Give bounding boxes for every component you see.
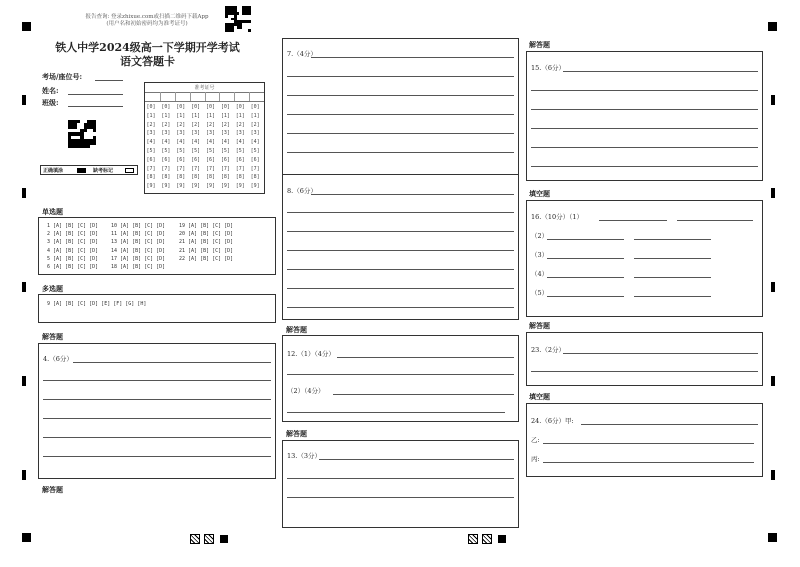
single-choice-item[interactable]: 3 [A] [B] [C] [D] — [47, 239, 99, 246]
q-divider — [283, 174, 518, 175]
page-marker — [498, 535, 506, 543]
corner-marker-tl — [22, 22, 31, 31]
exam-id-bubble[interactable]: [2] — [176, 121, 186, 128]
exam-id-bubble[interactable]: [0] — [206, 104, 216, 110]
timing-mark — [771, 470, 775, 480]
exam-id-col-divider — [249, 92, 250, 101]
timing-mark — [22, 188, 26, 198]
app-qr-code — [225, 6, 251, 32]
answer-section-title: 解答题 — [42, 486, 63, 494]
exam-id-bubble[interactable]: [1] — [220, 112, 230, 119]
correct-fill-sample — [77, 168, 86, 173]
exam-id-bubble[interactable]: [3] — [176, 130, 186, 137]
timing-mark — [771, 376, 775, 386]
q4-box — [38, 343, 276, 479]
exam-id-bubble[interactable]: [8] — [206, 174, 216, 181]
exam-id-bubble[interactable]: [8] — [191, 174, 201, 181]
q8-label: 8.（6分） — [287, 187, 317, 195]
fill-section-title: 填空题 — [529, 393, 550, 401]
exam-id-bubble[interactable]: [3] — [191, 130, 201, 137]
exam-id-bubble[interactable]: [5] — [235, 148, 245, 154]
single-choice-item[interactable]: 1 [A] [B] [C] [D] — [47, 223, 99, 229]
missing-mark-label: 缺考标记 — [93, 168, 114, 174]
exam-id-bubble[interactable]: [7] — [220, 165, 230, 172]
exam-id-bubble[interactable]: [6] — [206, 156, 216, 163]
exam-id-bubble[interactable]: [1] — [176, 112, 186, 119]
exam-id-bubble[interactable]: [2] — [206, 121, 216, 128]
answer-line[interactable] — [287, 76, 514, 77]
exam-id-bubble[interactable]: [5] — [146, 148, 156, 154]
exam-id-columns — [145, 92, 264, 193]
exam-id-bubble[interactable]: [5] — [161, 148, 171, 154]
q24-box — [526, 403, 763, 477]
exam-id-bubble[interactable]: [3] — [161, 130, 171, 137]
page-code-mark — [482, 534, 492, 544]
room-seat-label: 考场/座位号: — [42, 72, 83, 81]
exam-id-bubble[interactable]: [1] — [191, 112, 201, 119]
report-notice-sub: (用户名和初始密码均为准考证号) — [106, 21, 188, 27]
exam-id-bubble[interactable]: [0] — [220, 104, 230, 110]
multi-choice-row[interactable]: 9 [A] [B] [C] [D] [E] [F] [G] [H] — [47, 301, 147, 307]
exam-id-bubble[interactable]: [6] — [250, 156, 260, 163]
exam-id-bubble[interactable]: [9] — [146, 183, 156, 190]
exam-id-bubble[interactable]: [2] — [146, 121, 156, 128]
exam-id-bubble[interactable]: [4] — [161, 139, 171, 146]
answer-line[interactable] — [287, 269, 514, 270]
blank-line[interactable] — [581, 424, 758, 425]
answer-line[interactable] — [287, 307, 514, 308]
exam-id-bubble[interactable]: [8] — [146, 174, 156, 181]
exam-id-bubble[interactable]: [5] — [250, 148, 260, 154]
q13-label: 13.（3分） — [287, 452, 321, 460]
single-choice-item[interactable]: 14 [A] [B] [C] [D] — [111, 247, 166, 254]
exam-id-bubble[interactable]: [0] — [235, 104, 245, 110]
q24-c-label: 丙: — [531, 455, 540, 463]
single-choice-item[interactable]: 11 [A] [B] [C] [D] — [111, 231, 166, 238]
single-choice-item[interactable]: 19 [A] [B] [C] [D] — [179, 223, 234, 229]
fill-section-title: 填空题 — [529, 190, 550, 198]
blank-line[interactable] — [599, 220, 667, 221]
q12-box — [282, 335, 519, 422]
exam-id-bubble[interactable]: [1] — [250, 112, 260, 119]
answer-line[interactable] — [287, 497, 514, 498]
exam-id-bubble[interactable]: [5] — [191, 148, 201, 154]
name-label: 姓名: — [42, 86, 59, 95]
multi-choice-title: 多选题 — [42, 285, 63, 293]
exam-id-bubble[interactable]: [7] — [146, 165, 156, 172]
q7-label: 7.（4分） — [287, 50, 317, 58]
answer-line[interactable] — [73, 362, 271, 363]
answer-line[interactable] — [333, 394, 514, 395]
exam-id-bubble[interactable]: [3] — [235, 130, 245, 137]
q7-q8-box — [282, 38, 519, 320]
answer-section-title: 解答题 — [529, 322, 550, 330]
answer-line[interactable] — [311, 57, 514, 58]
blank-line[interactable] — [547, 277, 624, 278]
answer-section-title: 解答题 — [42, 333, 63, 341]
q16-3-label: （3） — [531, 251, 549, 259]
answer-section-title: 解答题 — [286, 326, 307, 334]
exam-id-bubble[interactable]: [7] — [176, 165, 186, 172]
q23-label: 23.（2分） — [531, 346, 565, 354]
exam-id-bubble[interactable]: [9] — [235, 183, 245, 190]
exam-id-bubble[interactable]: [7] — [235, 165, 245, 172]
timing-mark — [22, 470, 26, 480]
exam-id-bubble[interactable]: [8] — [176, 174, 186, 181]
single-choice-item[interactable]: 10 [A] [B] [C] [D] — [111, 223, 166, 229]
answer-line[interactable] — [43, 418, 271, 419]
exam-id-bubble[interactable]: [0] — [176, 104, 186, 110]
single-choice-item[interactable]: 13 [A] [B] [C] [D] — [111, 239, 166, 246]
q12-part1-label: 12.（1）（4分） — [287, 350, 335, 358]
q16-box — [526, 200, 763, 317]
answer-section-title: 解答题 — [286, 430, 307, 438]
exam-id-bubble[interactable]: [7] — [161, 165, 171, 172]
room-seat-field[interactable] — [95, 80, 123, 81]
blank-line[interactable] — [677, 220, 753, 221]
answer-line[interactable] — [287, 250, 514, 251]
exam-id-bubble[interactable]: [0] — [191, 104, 201, 110]
exam-id-col-divider — [160, 92, 161, 101]
answer-line[interactable] — [337, 357, 514, 358]
q16-5-label: （5） — [531, 289, 549, 297]
exam-id-bubble[interactable]: [5] — [220, 148, 230, 154]
answer-line[interactable] — [311, 194, 514, 195]
single-choice-item[interactable]: 4 [A] [B] [C] [D] — [47, 247, 99, 254]
exam-id-bubble[interactable]: [6] — [161, 156, 171, 163]
corner-marker-bl — [22, 533, 31, 542]
answer-line[interactable] — [287, 412, 505, 413]
name-field[interactable] — [68, 94, 123, 95]
correct-fill-label: 正确填涂 — [43, 168, 64, 174]
answer-section-title: 解答题 — [529, 41, 550, 49]
single-choice-box — [38, 217, 276, 275]
q13-box — [282, 440, 519, 528]
page-marker — [220, 535, 228, 543]
corner-marker-tr — [768, 22, 777, 31]
exam-id-bubble[interactable]: [3] — [146, 130, 156, 137]
exam-id-bubble[interactable]: [1] — [235, 112, 245, 119]
timing-mark — [22, 376, 26, 386]
exam-id-bubble[interactable]: [8] — [220, 174, 230, 181]
corner-marker-br — [768, 533, 777, 542]
answer-line[interactable] — [43, 399, 271, 400]
answer-line[interactable] — [531, 166, 758, 167]
exam-id-bubble[interactable]: [4] — [191, 139, 201, 146]
exam-id-bubble[interactable]: [7] — [191, 165, 201, 172]
q16-label: 16.（10分）（1） — [531, 213, 583, 221]
q16-2-label: （2） — [531, 232, 549, 240]
class-label: 班级: — [42, 98, 59, 107]
exam-id-grid — [144, 82, 265, 194]
q4-label: 4.（6分） — [43, 355, 73, 363]
blank-line[interactable] — [543, 462, 754, 463]
class-field[interactable] — [68, 106, 123, 107]
exam-id-bubble[interactable]: [4] — [206, 139, 216, 146]
exam-id-bubble[interactable]: [3] — [206, 130, 216, 137]
answer-line[interactable] — [43, 437, 271, 438]
single-choice-item[interactable]: 22 [A] [B] [C] [D] — [179, 255, 234, 262]
blank-line[interactable] — [634, 239, 711, 240]
exam-id-col-divider — [234, 92, 235, 101]
exam-id-bubble[interactable]: [8] — [250, 174, 260, 181]
q23-box — [526, 332, 763, 386]
answer-line[interactable] — [287, 152, 514, 153]
exam-id-bubble[interactable]: [9] — [191, 183, 201, 190]
exam-id-col-divider — [219, 92, 220, 101]
exam-id-bubble[interactable]: [1] — [206, 112, 216, 119]
single-choice-item[interactable]: 5 [A] [B] [C] [D] — [47, 255, 99, 262]
answer-line[interactable] — [287, 114, 514, 115]
exam-id-bubble[interactable]: [4] — [250, 139, 260, 146]
blank-line[interactable] — [543, 443, 754, 444]
q15-box — [526, 51, 763, 181]
fill-legend — [40, 165, 138, 175]
exam-id-bubble[interactable]: [9] — [206, 183, 216, 190]
q24-a-label: 24.（6分）甲: — [531, 417, 574, 425]
missing-mark-box[interactable] — [125, 168, 134, 173]
exam-id-bubble[interactable]: [1] — [146, 112, 156, 119]
exam-id-title: 准考证号 — [194, 85, 215, 91]
exam-id-bubble[interactable]: [5] — [176, 148, 186, 154]
exam-id-col-divider — [175, 92, 176, 101]
answer-line[interactable] — [287, 133, 514, 134]
q15-label: 15.（6分） — [531, 64, 565, 72]
blank-line[interactable] — [547, 296, 624, 297]
blank-line[interactable] — [634, 277, 711, 278]
answer-line[interactable] — [563, 353, 758, 354]
blank-line[interactable] — [634, 296, 711, 297]
page-code-mark — [204, 534, 214, 544]
blank-line[interactable] — [547, 258, 624, 259]
report-notice: 报告查询: 登录zhixue.com或扫描二维码下载App — [85, 14, 209, 20]
single-choice-item[interactable]: 18 [A] [B] [C] [D] — [111, 264, 166, 270]
answer-line[interactable] — [287, 288, 514, 289]
blank-line[interactable] — [547, 239, 624, 240]
q24-b-label: 乙: — [531, 436, 540, 444]
exam-id-bubble[interactable]: [2] — [161, 121, 171, 128]
answer-line[interactable] — [531, 128, 758, 129]
exam-id-bubble[interactable]: [9] — [250, 183, 260, 190]
answer-line[interactable] — [43, 456, 271, 457]
answer-line[interactable] — [287, 478, 514, 479]
answer-line[interactable] — [531, 147, 758, 148]
exam-id-bubble[interactable]: [6] — [146, 156, 156, 163]
exam-id-bubble[interactable]: [0] — [250, 104, 260, 110]
exam-id-bubble[interactable]: [4] — [176, 139, 186, 146]
q16-4-label: （4） — [531, 270, 549, 278]
exam-id-col-divider — [190, 92, 191, 101]
page-code-mark — [190, 534, 200, 544]
exam-id-bubble[interactable]: [1] — [161, 112, 171, 119]
exam-id-bubble[interactable]: [8] — [161, 174, 171, 181]
timing-mark — [771, 282, 775, 292]
single-choice-item[interactable]: 2 [A] [B] [C] [D] — [47, 231, 99, 238]
multi-choice-box — [38, 294, 276, 323]
blank-line[interactable] — [634, 258, 711, 259]
answer-line[interactable] — [531, 109, 758, 110]
exam-id-bubble[interactable]: [6] — [191, 156, 201, 163]
exam-id-bubble[interactable]: [4] — [220, 139, 230, 146]
single-choice-item[interactable]: 20 [A] [B] [C] [D] — [179, 231, 234, 238]
q12-part2-label: （2）（4分） — [287, 387, 325, 395]
card-title: 语文答题卡 — [120, 55, 175, 68]
answer-line[interactable] — [287, 212, 514, 213]
exam-id-bubble[interactable]: [4] — [235, 139, 245, 146]
student-qr-code — [68, 120, 96, 148]
exam-id-bubble[interactable]: [3] — [250, 130, 260, 137]
answer-line[interactable] — [531, 371, 758, 372]
exam-id-bubble[interactable]: [2] — [250, 121, 260, 128]
single-choice-item[interactable]: 21 [A] [B] [C] [D] — [179, 239, 234, 246]
exam-id-bubble[interactable]: [4] — [146, 139, 156, 146]
exam-id-bubble[interactable]: [7] — [250, 165, 260, 172]
answer-line[interactable] — [287, 374, 514, 375]
exam-id-bubble[interactable]: [7] — [206, 165, 216, 172]
exam-id-bubble[interactable]: [6] — [220, 156, 230, 163]
answer-line[interactable] — [287, 95, 514, 96]
exam-title: 铁人中学2024级高一下学期开学考试 — [55, 41, 240, 54]
single-choice-item[interactable]: 17 [A] [B] [C] [D] — [111, 255, 166, 262]
answer-line[interactable] — [43, 380, 271, 381]
answer-line[interactable] — [563, 71, 758, 72]
answer-line[interactable] — [319, 459, 514, 460]
exam-id-col-divider — [205, 92, 206, 101]
exam-id-bubble[interactable]: [3] — [220, 130, 230, 137]
single-choice-item[interactable]: 6 [A] [B] [C] [D] — [47, 264, 99, 270]
timing-mark — [771, 95, 775, 105]
answer-line[interactable] — [287, 231, 514, 232]
page-code-mark — [468, 534, 478, 544]
single-choice-title: 单选题 — [42, 208, 63, 216]
timing-mark — [22, 282, 26, 292]
exam-id-bubble[interactable]: [2] — [220, 121, 230, 128]
timing-mark — [22, 95, 26, 105]
exam-id-bubble[interactable]: [9] — [220, 183, 230, 190]
exam-id-bubble[interactable]: [5] — [206, 148, 216, 154]
exam-id-bubble[interactable]: [8] — [235, 174, 245, 181]
single-choice-item[interactable]: 21 [A] [B] [C] [D] — [179, 247, 234, 254]
exam-id-bubble[interactable]: [9] — [176, 183, 186, 190]
exam-id-bubble[interactable]: [6] — [176, 156, 186, 163]
exam-id-bubble[interactable]: [0] — [146, 104, 156, 110]
exam-id-bubble[interactable]: [6] — [235, 156, 245, 163]
exam-id-bubble[interactable]: [9] — [161, 183, 171, 190]
timing-mark — [771, 188, 775, 198]
answer-line[interactable] — [531, 90, 758, 91]
exam-id-bubble[interactable]: [0] — [161, 104, 171, 110]
exam-id-bubble[interactable]: [2] — [235, 121, 245, 128]
exam-id-bubble[interactable]: [2] — [191, 121, 201, 128]
